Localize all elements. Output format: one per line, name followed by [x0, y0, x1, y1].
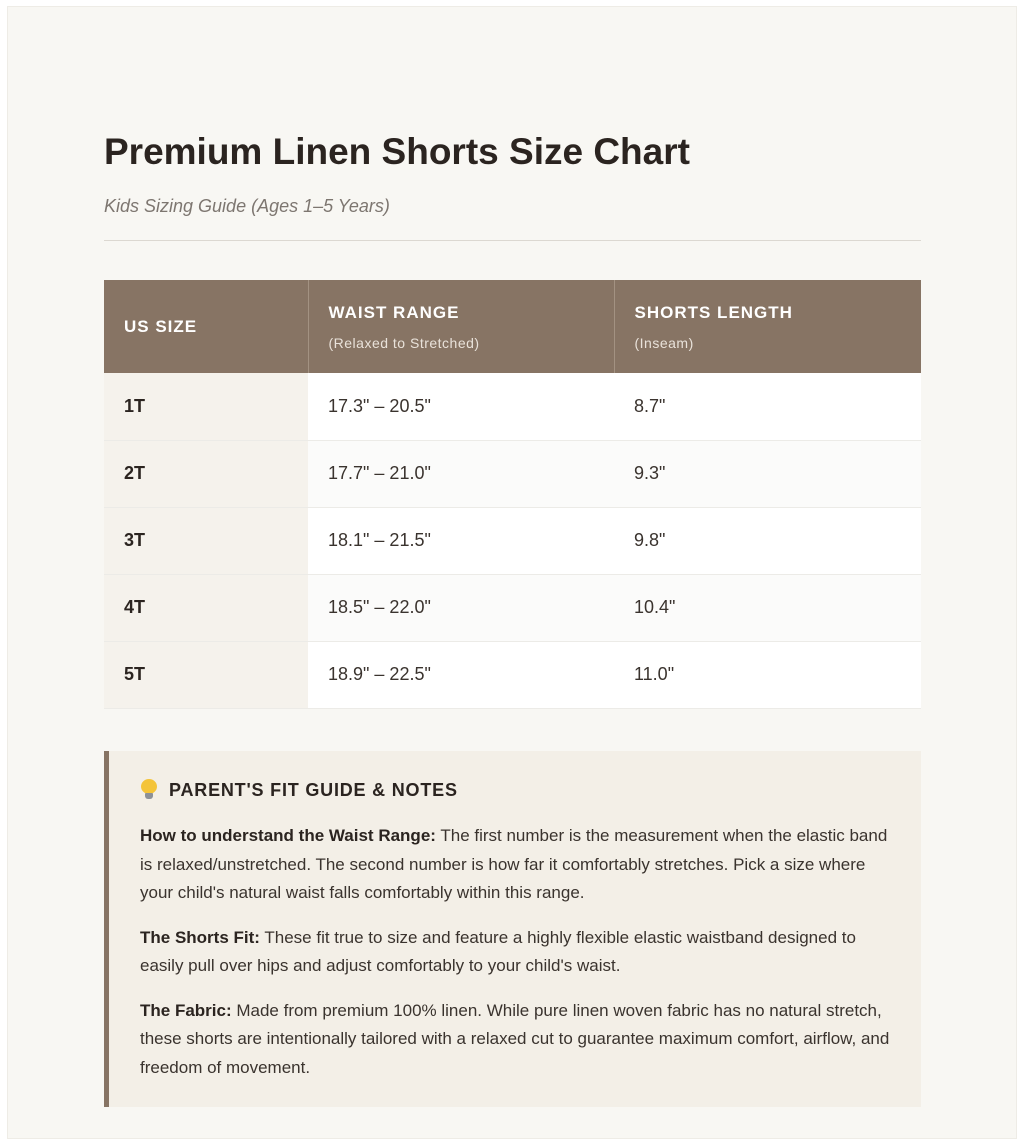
size-cell: 3T: [104, 507, 308, 574]
waist-cell: 18.1" – 21.5": [308, 507, 614, 574]
waist-cell: 18.5" – 22.0": [308, 574, 614, 641]
header-shorts-length: [614, 280, 921, 373]
table-row: [104, 373, 921, 440]
size-cell: 1T: [104, 373, 308, 440]
waist-cell: 17.3" – 20.5": [308, 373, 614, 440]
note-label: The Fabric:: [140, 1000, 232, 1020]
divider: [104, 240, 921, 241]
header-sublabel: (Inseam): [634, 334, 694, 351]
table-row: [104, 574, 921, 641]
note-fabric: [140, 997, 891, 1083]
length-cell: 11.0": [614, 641, 921, 708]
header-label: SHORTS LENGTH: [634, 302, 793, 322]
note-label: The Shorts Fit:: [140, 927, 260, 947]
table-header-row: [104, 280, 921, 373]
waist-cell: 18.9" – 22.5": [308, 641, 614, 708]
lightbulb-icon: [140, 779, 158, 801]
note-text: Made from premium 100% linen. While pure linen woven fabric has no natural stretch, these shorts are intentionally tailored with a relaxed cut to guarantee maximum comfort, airflow, and freedom of movement.: [140, 1000, 890, 1077]
header-sublabel: (Relaxed to Stretched): [328, 334, 480, 351]
header-label: US SIZE: [124, 316, 198, 336]
length-cell: 8.7": [614, 373, 921, 440]
header-waist-range: [308, 280, 614, 373]
table-row: [104, 440, 921, 507]
note-text: These fit true to size and feature a highly flexible elastic waistband designed to easily pull over hips and adjust comfortably to your child's waist.: [140, 927, 856, 975]
waist-cell: 17.7" – 21.0": [308, 440, 614, 507]
page-subtitle: Kids Sizing Guide (Ages 1–5 Years): [104, 196, 390, 216]
size-cell: 2T: [104, 440, 308, 507]
notes-heading: [140, 779, 891, 801]
size-cell: 4T: [104, 574, 308, 641]
note-waist-range: [140, 822, 891, 908]
table-row: [104, 507, 921, 574]
note-text: The first number is the measurement when the elastic band is relaxed/unstretched. The second number is how far it comfortably stretches. Pick a size where your child's natural waist falls comfortably within this range.: [140, 826, 888, 902]
size-cell: 5T: [104, 641, 308, 708]
note-label: How to understand the Waist Range:: [140, 826, 436, 845]
table-row: [104, 641, 921, 708]
length-cell: 9.3": [614, 440, 921, 507]
header-label: WAIST RANGE: [328, 302, 460, 322]
length-cell: 10.4": [614, 574, 921, 641]
length-cell: 9.8": [614, 507, 921, 574]
header-us-size: [104, 280, 308, 373]
page-title: Premium Linen Shorts Size Chart: [104, 131, 690, 172]
notes-heading-text: PARENT'S FIT GUIDE & NOTES: [169, 779, 458, 800]
page-card: [7, 6, 1017, 1139]
fit-guide-notes: [104, 751, 921, 1107]
note-shorts-fit: [140, 924, 891, 981]
size-chart-table: [104, 280, 921, 709]
